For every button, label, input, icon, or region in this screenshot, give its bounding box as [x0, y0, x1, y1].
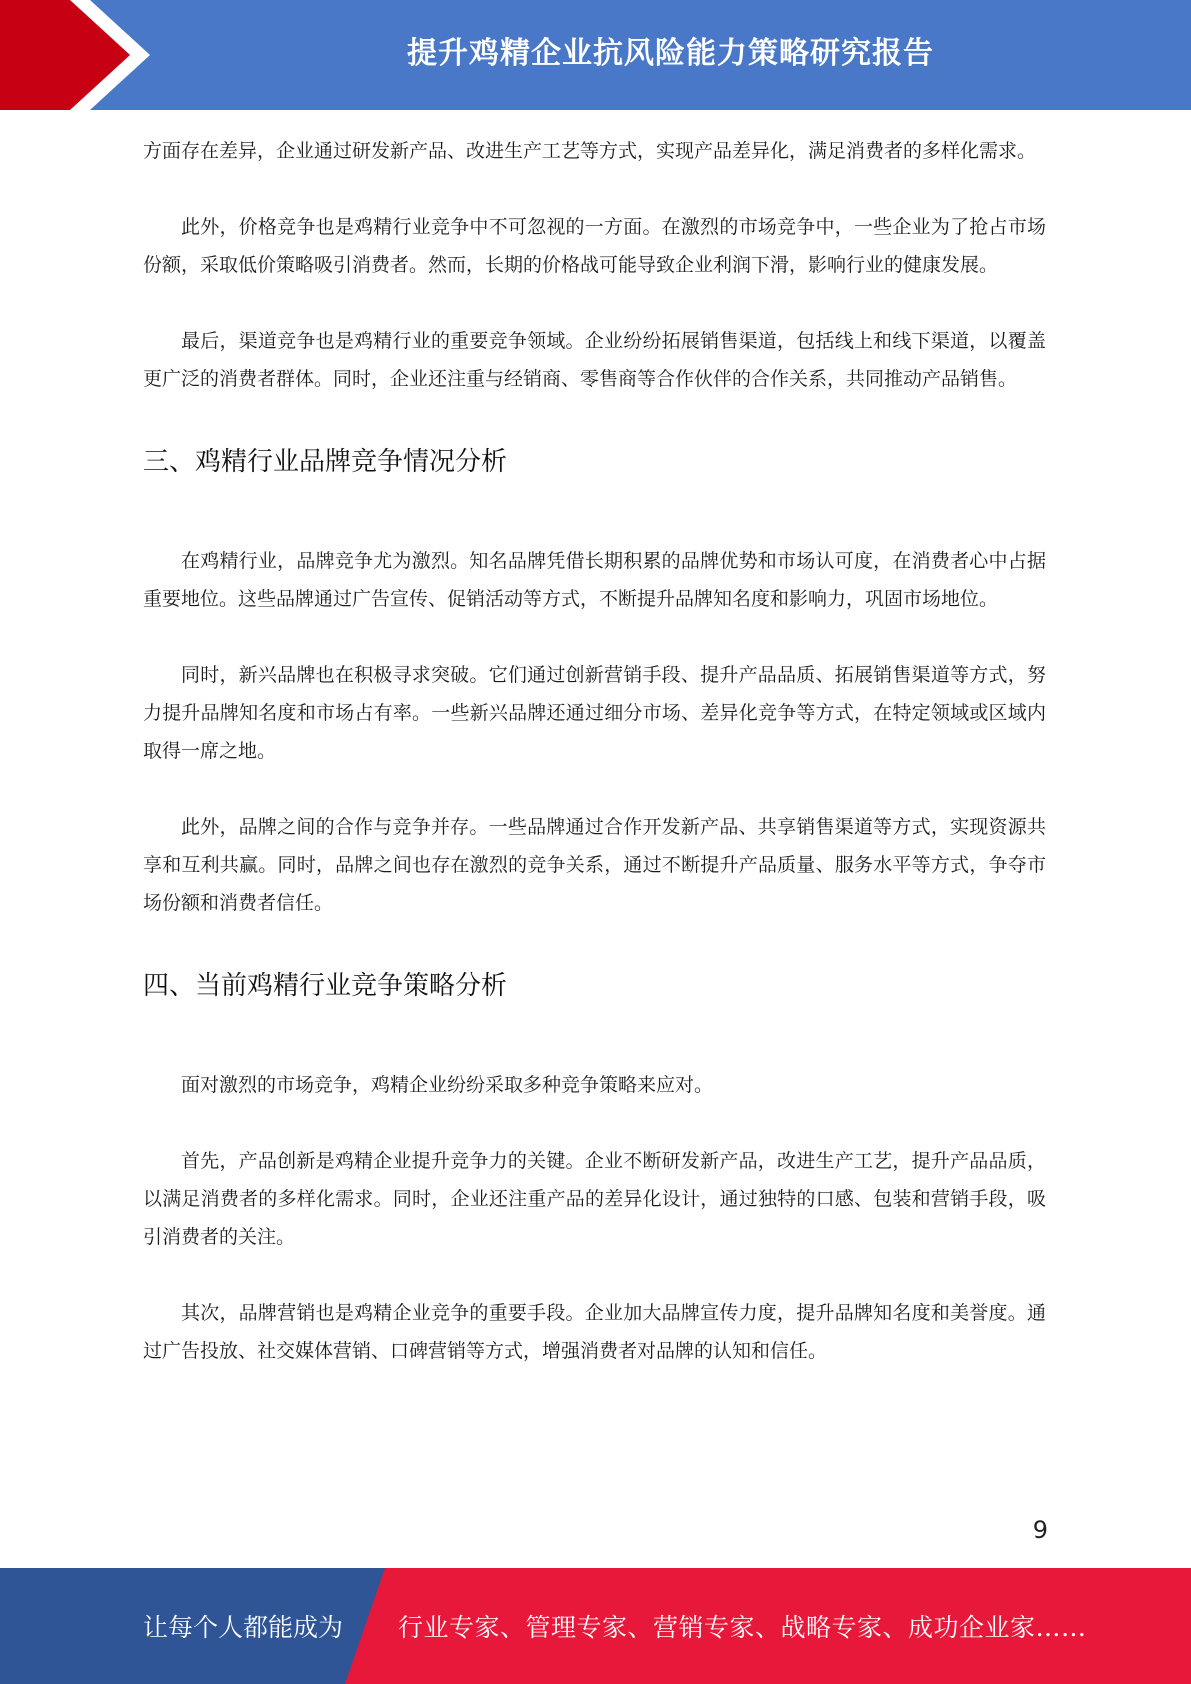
- page-footer: [0, 1568, 1191, 1684]
- paragraph: 其次，品牌营销也是鸡精企业竞争的重要手段。企业加大品牌宣传力度，提升品牌知名度和美誉度。通过广告投放、社交媒体营销、口碑营销等方式，增强消费者对品牌的认知和信任。: [143, 1302, 1046, 1362]
- paragraph: 面对激烈的市场竞争，鸡精企业纷纷采取多种竞争策略来应对。: [181, 1074, 714, 1096]
- footer-slogan-right: 行业专家、管理专家、营销专家、战略专家、成功企业家……: [398, 1613, 1087, 1642]
- paragraph: 同时，新兴品牌也在积极寻求突破。它们通过创新营销手段、提升产品品质、拓展销售渠道等方式，努力提升品牌知名度和市场占有率。一些新兴品牌还通过细分市场、差异化竞争等方式，在特定领域或区域内取得一席之地。: [143, 664, 1046, 762]
- document-title: 提升鸡精企业抗风险能力策略研究报告: [407, 36, 934, 71]
- paragraph: 在鸡精行业，品牌竞争尤为激烈。知名品牌凭借长期积累的品牌优势和市场认可度，在消费者心中占据重要地位。这些品牌通过广告宣传、促销活动等方式，不断提升品牌知名度和影响力，巩固市场地位。: [143, 550, 1046, 610]
- paragraph: 首先，产品创新是鸡精企业提升竞争力的关键。企业不断研发新产品，改进生产工艺，提升产品品质，以满足消费者的多样化需求。同时，企业还注重产品的差异化设计，通过独特的口感、包装和营销手段，吸引消费者的关注。: [143, 1150, 1046, 1248]
- paragraph: 此外，品牌之间的合作与竞争并存。一些品牌通过合作开发新产品、共享销售渠道等方式，实现资源共享和互利共赢。同时，品牌之间也存在激烈的竞争关系，通过不断提升产品质量、服务水平等方式，争夺市场份额和消费者信任。: [143, 816, 1046, 914]
- paragraph: 方面存在差异，企业通过研发新产品、改进生产工艺等方式，实现产品差异化，满足消费者的多样化需求。: [143, 140, 1037, 162]
- page-number: 9: [1032, 1516, 1048, 1544]
- paragraph: 最后，渠道竞争也是鸡精行业的重要竞争领域。企业纷纷拓展销售渠道，包括线上和线下渠道，以覆盖更广泛的消费者群体。同时，企业还注重与经销商、零售商等合作伙伴的合作关系，共同推动产品销售。: [143, 330, 1046, 390]
- paragraph: 此外，价格竞争也是鸡精行业竞争中不可忽视的一方面。在激烈的市场竞争中，一些企业为了抢占市场份额，采取低价策略吸引消费者。然而，长期的价格战可能导致企业利润下滑，影响行业的健康发展。: [143, 216, 1046, 276]
- section-heading: 三、鸡精行业品牌竞争情况分析: [143, 447, 508, 477]
- page-header: [0, 0, 1191, 110]
- document-body: [143, 132, 1046, 1370]
- footer-slogan-left: 让每个人都能成为: [143, 1613, 344, 1642]
- section-heading: 四、当前鸡精行业竞争策略分析: [143, 971, 508, 1001]
